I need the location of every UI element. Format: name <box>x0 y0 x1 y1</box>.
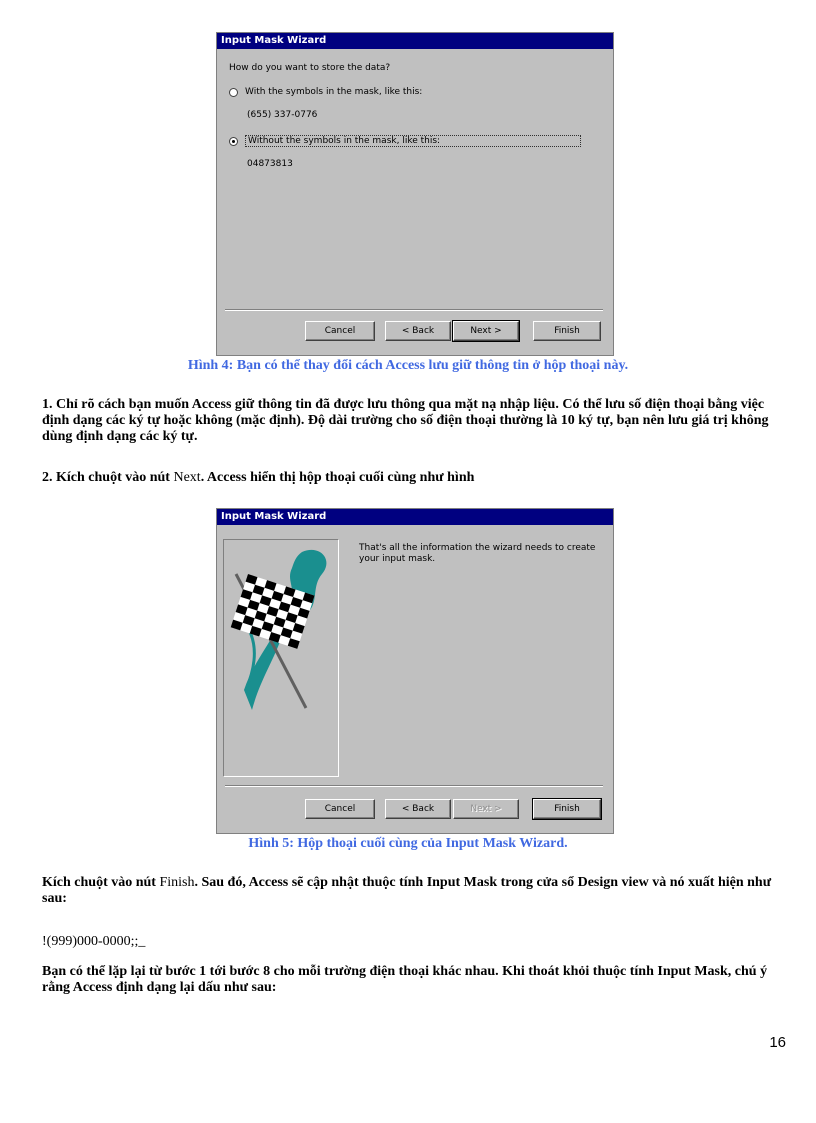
checkered-flag-icon <box>224 540 338 776</box>
page-number: 16 <box>769 1034 786 1051</box>
without-symbols-example: 04873813 <box>247 159 293 169</box>
paragraph-2 <box>42 470 787 486</box>
back-button[interactable]: < Back <box>385 321 451 341</box>
finish-button[interactable]: Finish <box>533 799 601 819</box>
paragraph-4: Bạn có thể lặp lại từ bước 1 tới bước 8 cho mỗi trường điện thoại khác nhau. Khi thoát khỏi thuộc tính Input Mask, chú ý rằng Access định dạng lại dấu như sau: <box>42 964 768 995</box>
radio-with-symbols[interactable] <box>229 88 238 97</box>
dialog-separator <box>225 785 603 787</box>
with-symbols-example: (655) 337-0776 <box>247 110 318 120</box>
figure-5-caption: Hình 5: Hộp thoại cuối cùng của Input Mask Wizard. <box>248 836 568 851</box>
figure-4-caption: Hình 4: Bạn có thể thay đổi cách Access lưu giữ thông tin ở hộp thoại này. <box>187 358 629 373</box>
with-symbols-label: With the symbols in the mask, like this: <box>245 87 423 97</box>
radio-without-symbols[interactable] <box>229 137 238 146</box>
input-mask-wizard-dialog-1 <box>216 32 614 356</box>
paragraph-2-text: 2. Kích chuột vào nút <box>42 470 174 485</box>
paragraph-1: 1. Chỉ rõ cách bạn muốn Access giữ thông tin đã được lưu thông qua mặt nạ nhập liệu. Có thể lưu số điện thoại bằng việc định dạng các ký tự hoặc không (mặc định). Độ dài trường cho số điện thoại thường là 10 ký tự, bạn nên lưu giá trị không dùng định dạng các ký tự. <box>42 397 769 444</box>
finish-flag-image-panel <box>223 539 339 777</box>
cancel-button[interactable]: Cancel <box>305 799 375 819</box>
next-button[interactable]: Next > <box>453 321 519 341</box>
paragraph-3-text-end: . Sau đó, Access sẽ cập nhật thuộc tính Input Mask trong cửa sổ Design view và nó xuất hiện như sau: <box>42 875 772 906</box>
paragraph-3 <box>42 875 787 907</box>
next-button-disabled: Next > <box>453 799 519 819</box>
finish-button-name: Finish <box>159 875 195 890</box>
next-button-name: Next <box>173 470 201 485</box>
with-symbols-option[interactable] <box>229 87 422 97</box>
input-mask-wizard-dialog-2 <box>216 508 614 834</box>
input-mask-code: !(999)000-0000;;_ <box>42 934 146 949</box>
wizard-finish-message: That's all the information the wizard needs to create your input mask. <box>359 543 596 564</box>
dialog-title: Input Mask Wizard <box>217 509 613 525</box>
finish-button[interactable]: Finish <box>533 321 601 341</box>
dialog-separator <box>225 309 603 311</box>
cancel-button[interactable]: Cancel <box>305 321 375 341</box>
dialog-title: Input Mask Wizard <box>217 33 613 49</box>
store-data-question: How do you want to store the data? <box>229 63 391 73</box>
without-symbols-option[interactable] <box>229 135 581 147</box>
back-button[interactable]: < Back <box>385 799 451 819</box>
without-symbols-label: Without the symbols in the mask, like this: <box>245 135 581 147</box>
paragraph-2-text-end: . Access hiển thị hộp thoại cuối cùng như hình <box>200 470 475 485</box>
paragraph-3-text: Kích chuột vào nút <box>42 875 160 890</box>
